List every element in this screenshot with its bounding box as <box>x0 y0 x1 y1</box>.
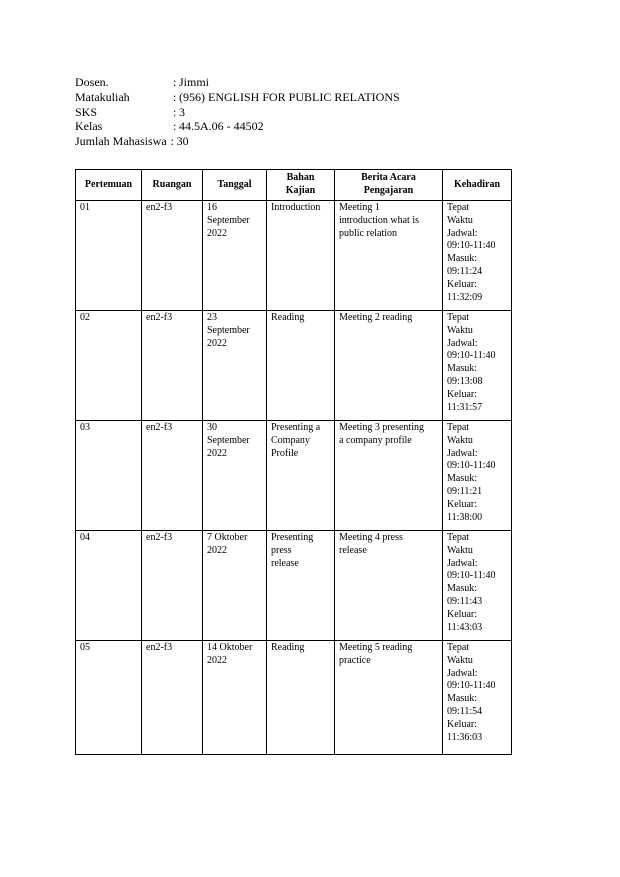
cell-pertemuan: 04 <box>76 531 142 641</box>
cell-pertemuan: 03 <box>76 421 142 531</box>
column-header-berita-acara: Berita Acara Pengajaran <box>335 170 443 201</box>
credits-label: SKS <box>75 104 98 119</box>
lecturer-value: Jimmi <box>179 75 210 89</box>
table-row <box>76 421 512 531</box>
cell-bahan-kajian: Reading <box>267 311 335 421</box>
class-label: Kelas <box>75 119 103 134</box>
course-info-header <box>75 75 400 149</box>
cell-tanggal: 14 Oktober 2022 <box>203 641 267 755</box>
cell-kehadiran: Tepat Waktu Jadwal: 09:10-11:40 Masuk: 09:13:08 Keluar: 11:31:57 <box>443 311 512 421</box>
table-row <box>76 641 512 755</box>
lecturer-label: Dosen. <box>75 75 109 89</box>
attendance-table <box>75 169 512 755</box>
column-header-pertemuan: Pertemuan <box>76 170 142 201</box>
student-count-value: 30 <box>176 134 189 149</box>
cell-ruangan: en2-f3 <box>142 311 203 421</box>
cell-bahan-kajian: Introduction <box>267 201 335 311</box>
cell-berita-acara: Meeting 5 reading practice <box>335 641 443 755</box>
class-value: 44.5A.06 - 44502 <box>179 119 264 134</box>
student-count-label: Jumlah Mahasiswa <box>75 134 167 149</box>
credits-value: 3 <box>179 104 185 119</box>
table-header-row <box>76 170 512 201</box>
student-count-row: Jumlah Mahasiswa : 30 <box>75 134 189 149</box>
cell-berita-acara: Meeting 3 presenting a company profile <box>335 421 443 531</box>
cell-tanggal: 30 September 2022 <box>203 421 267 531</box>
cell-berita-acara: Meeting 4 press release <box>335 531 443 641</box>
cell-tanggal: 23 September 2022 <box>203 311 267 421</box>
course-value: (956) ENGLISH FOR PUBLIC RELATIONS <box>179 89 400 104</box>
cell-kehadiran: Tepat Waktu Jadwal: 09:10-11:40 Masuk: 09:11:21 Keluar: 11:38:00 <box>443 421 512 531</box>
course-label: Matakuliah <box>75 89 130 104</box>
cell-tanggal: 16 September 2022 <box>203 201 267 311</box>
class-row: Kelas : 44.5A.06 - 44502 <box>75 119 264 134</box>
credits-row: SKS : 3 <box>75 104 185 119</box>
column-header-kehadiran: Kehadiran <box>443 170 512 201</box>
cell-ruangan: en2-f3 <box>142 421 203 531</box>
cell-ruangan: en2-f3 <box>142 201 203 311</box>
cell-pertemuan: 01 <box>76 201 142 311</box>
table-row <box>76 201 512 311</box>
cell-ruangan: en2-f3 <box>142 531 203 641</box>
cell-bahan-kajian: Reading <box>267 641 335 755</box>
column-header-ruangan: Ruangan <box>142 170 203 201</box>
lecturer-row: Dosen. : Jimmi <box>75 75 210 89</box>
cell-berita-acara: Meeting 1 introduction what is public relation <box>335 201 443 311</box>
cell-tanggal: 7 Oktober 2022 <box>203 531 267 641</box>
column-header-bahan-kajian: Bahan Kajian <box>267 170 335 201</box>
course-row: Matakuliah : (956) ENGLISH FOR PUBLIC RELATIONS <box>75 89 400 104</box>
cell-bahan-kajian: Presenting a Company Profile <box>267 421 335 531</box>
column-header-tanggal: Tanggal <box>203 170 267 201</box>
cell-pertemuan: 05 <box>76 641 142 755</box>
cell-bahan-kajian: Presenting press release <box>267 531 335 641</box>
cell-ruangan: en2-f3 <box>142 641 203 755</box>
cell-kehadiran: Tepat Waktu Jadwal: 09:10-11:40 Masuk: 09:11:43 Keluar: 11:43:03 <box>443 531 512 641</box>
cell-pertemuan: 02 <box>76 311 142 421</box>
table-row <box>76 311 512 421</box>
cell-kehadiran: Tepat Waktu Jadwal: 09:10-11:40 Masuk: 09:11:24 Keluar: 11:32:09 <box>443 201 512 311</box>
cell-berita-acara: Meeting 2 reading <box>335 311 443 421</box>
cell-kehadiran: Tepat Waktu Jadwal: 09:10-11:40 Masuk: 09:11:54 Keluar: 11:36:03 <box>443 641 512 755</box>
table-row <box>76 531 512 641</box>
